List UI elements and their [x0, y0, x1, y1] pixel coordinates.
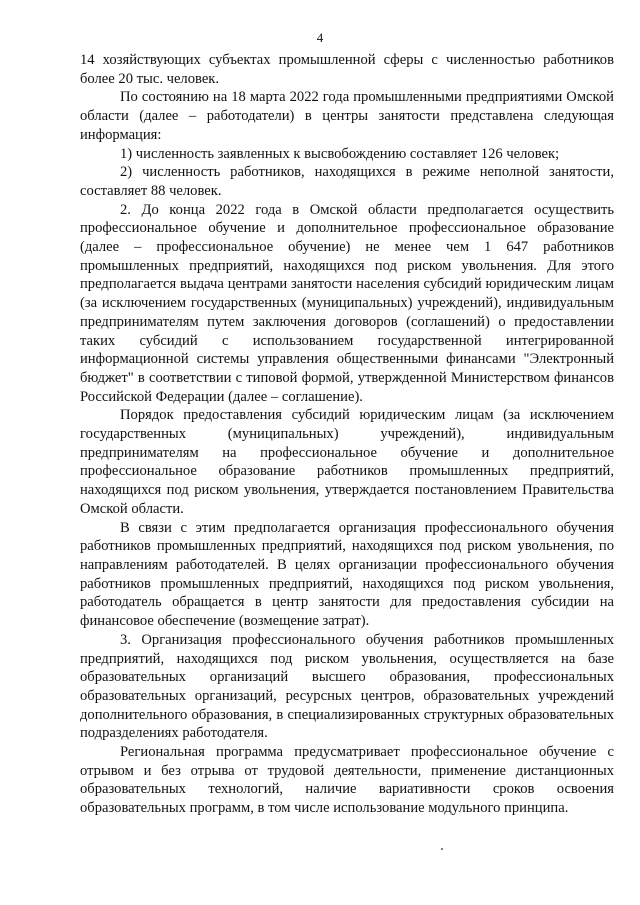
list-item-released-count: 1) численность заявленных к высвобождению составляет 126 человек;: [120, 145, 560, 162]
list-item-part-time-count: 2) численность работников, находящихся в режиме неполной занятости, составляет 88 человек.: [80, 164, 614, 199]
paragraph-training-organization: В связи с этим предполагается организация профессионального обучения работников промышленных предприятий, находящихся под риском увольнения, по направлениям работодателей. В целях организации профессионального обучения работников промышленных предприятий, находящихся под риском увольнения, работодатель обращается в центр занятости для предоставления субсидии на финансовое обеспечение (возмещение затрат).: [80, 519, 614, 630]
paragraph-section-2: 2. До конца 2022 года в Омской области предполагается осуществить профессиональное обучение и дополнительное профессиональное образование (далее – профессиональное обучение) не менее чем 1 647 работников промышленных предприятий, находящихся под риском увольнения. Для этого предполагается выдача центрами занятости населения субсидий юридическим лицам (за исключением государственных (муниципальных) учреждений), индивидуальным предпринимателям путем заключения договоров (соглашений) о предоставлении таких субсидий с использованием государственной интегрированной информационной системы управления общественными финансами "Электронный бюджет" в соответствии с типовой формой, утвержденной Министерством финансов Российской Федерации (далее – соглашение).: [80, 201, 614, 405]
paragraph-march-status: По состоянию на 18 марта 2022 года промышленными предприятиями Омской области (далее – работодатели) в центры занятости представлена следующая информация:: [80, 89, 614, 143]
paragraph-section-3: 3. Организация профессионального обучения работников промышленных предприятий, находящихся под риском увольнения, осуществляется на базе образовательных организаций высшего образования, профессиональных образовательных организаций, ресурсных центров, образовательных учреждений дополнительного образования, в специализированных структурных образовательных подразделениях работодателя.: [80, 631, 614, 742]
paragraph-continuation: 14 хозяйствующих субъектах промышленной сферы с численностью работников более 20 тыс. человек.: [80, 52, 614, 87]
page-number: 4: [316, 30, 324, 45]
paragraph-regional-program: Региональная программа предусматривает профессиональное обучение с отрывом и без отрыва от трудовой деятельности, применение дистанционных образовательных технологий, наличие вариативности сроков освоения образовательных программ, в том числе использование модульного принципа.: [80, 744, 614, 817]
scan-speck: [441, 848, 443, 850]
paragraph-subsidy-procedure: Порядок предоставления субсидий юридическим лицам (за исключением государственных (муниципальных) учреждений), индивидуальным предпринимателям на профессиональное обучение и дополнительное профессиональное образование работников промышленных предприятий, находящихся под риском увольнения, утверждается постановлением Правительства Омской области.: [80, 407, 614, 517]
document-body: [80, 51, 614, 818]
